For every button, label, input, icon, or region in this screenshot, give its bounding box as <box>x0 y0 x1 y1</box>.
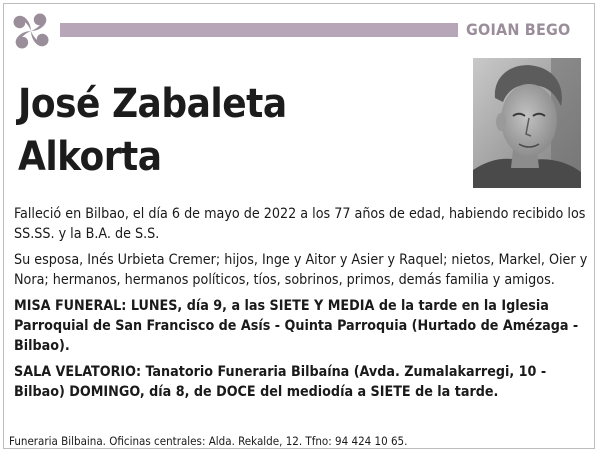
obituary-body <box>14 204 590 408</box>
lauburu-icon <box>8 8 54 54</box>
brand-name: GOIAN BEGO <box>466 20 571 39</box>
death-notice-paragraph: Falleció en Bilbao, el día 6 de mayo de 2022 a los 77 años de edad, habiendo recibido los SS.SS. y la B.A. de S.S. <box>14 206 586 242</box>
funeral-home-footer: Funeraria Bilbaina. Oficinas centrales: Alda. Rekalde, 12. Tfno: 94 424 10 65. <box>9 434 408 448</box>
deceased-name <box>18 78 358 184</box>
deceased-name-line1: José Zabaleta <box>18 81 287 127</box>
wake-room-paragraph: SALA VELATORIO: Tanatorio Funeraria Bilbaína (Avda. Zumalakarregi, 10 - Bilbao) DOMINGO, día 8, de DOCE del mediodía a SIETE de la tarde. <box>14 364 547 400</box>
family-paragraph: Su esposa, Inés Urbieta Cremer; hijos, Inge y Aitor y Asier y Raquel; nietos, Markel, Oier y Nora; hermanos, hermanos políticos, tíos, sobrinos, primos, demás familia y amigos. <box>14 252 588 288</box>
funeral-mass-paragraph: MISA FUNERAL: LUNES, día 9, a las SIETE Y MEDIA de la tarde en la Iglesia Parroquial de San Francisco de Asís - Quinta Parroquia (Hurtado de Amézaga - Bilbao). <box>14 298 579 354</box>
portrait-photo <box>473 58 581 188</box>
deceased-name-line2: Alkorta <box>18 134 162 180</box>
header-bar <box>60 23 458 37</box>
